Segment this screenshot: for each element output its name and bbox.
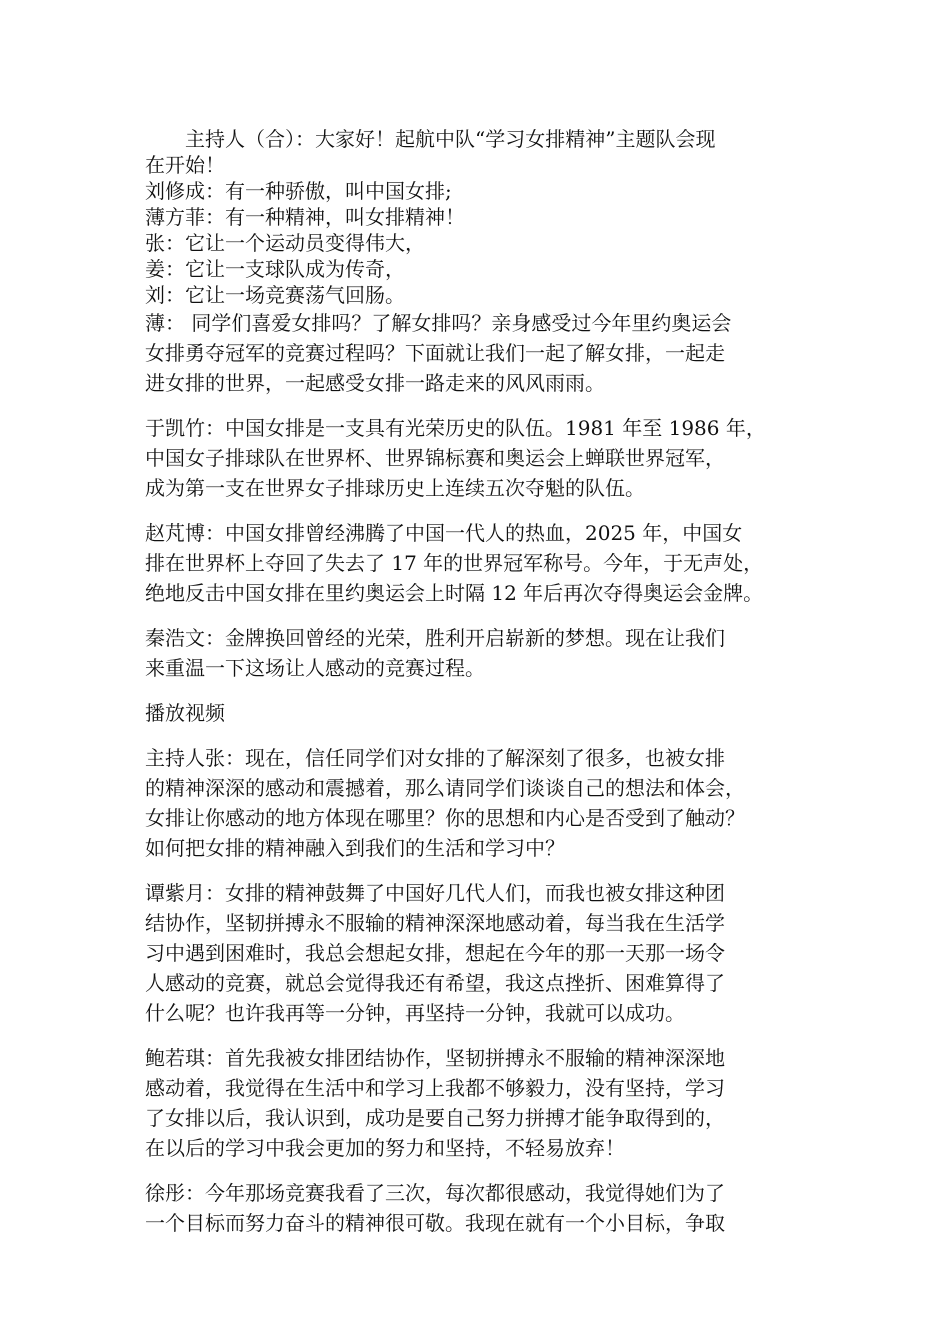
paragraph-line: 鲍若琪：首先我被女排团结协作，坚韧拼搏永不服输的精神深深地: [145, 1046, 725, 1070]
document-body: [145, 126, 825, 1238]
paragraph-line: 如何把女排的精神融入到我们的生活和学习中？: [145, 836, 565, 860]
paragraph-line: 习中遇到困难时，我总会想起女排，想起在今年的那一天那一场令: [145, 941, 725, 965]
paragraph-line: 徐彤：今年那场竞赛我看了三次，每次都很感动，我觉得她们为了: [145, 1181, 725, 1205]
paragraph-line: 谭紫月：女排的精神鼓舞了中国好几代人们，而我也被女排这种团: [145, 881, 725, 905]
paragraph-line: 播放视频: [145, 701, 225, 725]
paragraph-line: 进女排的世界，一起感受女排一路走来的风风雨雨。: [145, 371, 605, 395]
paragraph-line: 绝地反击中国女排在里约奥运会上时隔 12 年后再次夺得奥运会金牌。: [145, 581, 764, 605]
paragraph-line: 感动着，我觉得在生活中和学习上我都不够毅力，没有坚持，学习: [145, 1076, 725, 1100]
opening-line: 在开始！: [145, 153, 225, 177]
paragraph: [145, 413, 825, 503]
paragraph-line: 结协作，坚韧拼搏永不服输的精神深深地感动着，每当我在生活学: [145, 911, 725, 935]
paragraph-line: 排在世界杯上夺回了失去了 17 年的世界冠军称号。今年，于无声处，: [145, 551, 764, 575]
paragraph-line: 于凯竹：中国女排是一支具有光荣历史的队伍。1981 年至 1986 年，: [145, 416, 766, 440]
opening-line: 张：它让一个运动员变得伟大，: [145, 231, 425, 255]
paragraph-line: 薄： 同学们喜爱女排吗？了解女排吗？亲身感受过今年里约奥运会: [145, 311, 732, 335]
paragraph-line: 来重温一下这场让人感动的竞赛过程。: [145, 656, 485, 680]
paragraph-line: 人感动的竞赛，就总会觉得我还有希望，我这点挫折、困难算得了: [145, 971, 725, 995]
paragraph-line: 中国女子排球队在世界杯、世界锦标赛和奥运会上蝉联世界冠军，: [145, 446, 725, 470]
paragraph: [145, 308, 825, 398]
paragraph-line: 了女排以后，我认识到，成功是要自己努力拼搏才能争取得到的，: [145, 1106, 725, 1130]
opening-line: 刘：它让一场竞赛荡气回肠。: [145, 283, 405, 307]
paragraph-line: 女排让你感动的地方体现在哪里？你的思想和内心是否受到了触动？: [145, 806, 745, 830]
opening-line: 姜：它让一支球队成为传奇，: [145, 257, 405, 281]
paragraph: [145, 698, 825, 728]
paragraph-line: 主持人张：现在，信任同学们对女排的了解深刻了很多，也被女排: [145, 746, 725, 770]
paragraph-line: 一个目标而努力奋斗的精神很可敬。我现在就有一个小目标，争取: [145, 1211, 725, 1235]
paragraph-line: 秦浩文：金牌换回曾经的光荣，胜利开启崭新的梦想。现在让我们: [145, 626, 725, 650]
paragraph: [145, 743, 825, 863]
paragraph-line: 在以后的学习中我会更加的努力和坚持，不轻易放弃！: [145, 1136, 625, 1160]
paragraph: [145, 1178, 825, 1238]
paragraph: [145, 1043, 825, 1163]
opening-line: 主持人（合）：大家好！起航中队“学习女排精神”主题队会现: [185, 127, 716, 151]
paragraph-line: 的精神深深的感动和震撼着，那么请同学们谈谈自己的想法和体会，: [145, 776, 745, 800]
paragraph-line: 女排勇夺冠军的竞赛过程吗？下面就让我们一起了解女排，一起走: [145, 341, 725, 365]
paragraph-line: 成为第一支在世界女子排球历史上连续五次夺魁的队伍。: [145, 476, 645, 500]
opening-line: 刘修成：有一种骄傲，叫中国女排;: [145, 179, 452, 203]
paragraph: [145, 518, 825, 608]
paragraph: [145, 623, 825, 683]
paragraph-line: 赵芃博：中国女排曾经沸腾了中国一代人的热血，2025 年，中国女: [145, 521, 743, 545]
paragraph: [145, 878, 825, 1028]
opening-line: 薄方菲：有一种精神，叫女排精神！: [145, 205, 465, 229]
paragraph-line: 什么呢？也许我再等一分钟，再坚持一分钟，我就可以成功。: [145, 1001, 685, 1025]
